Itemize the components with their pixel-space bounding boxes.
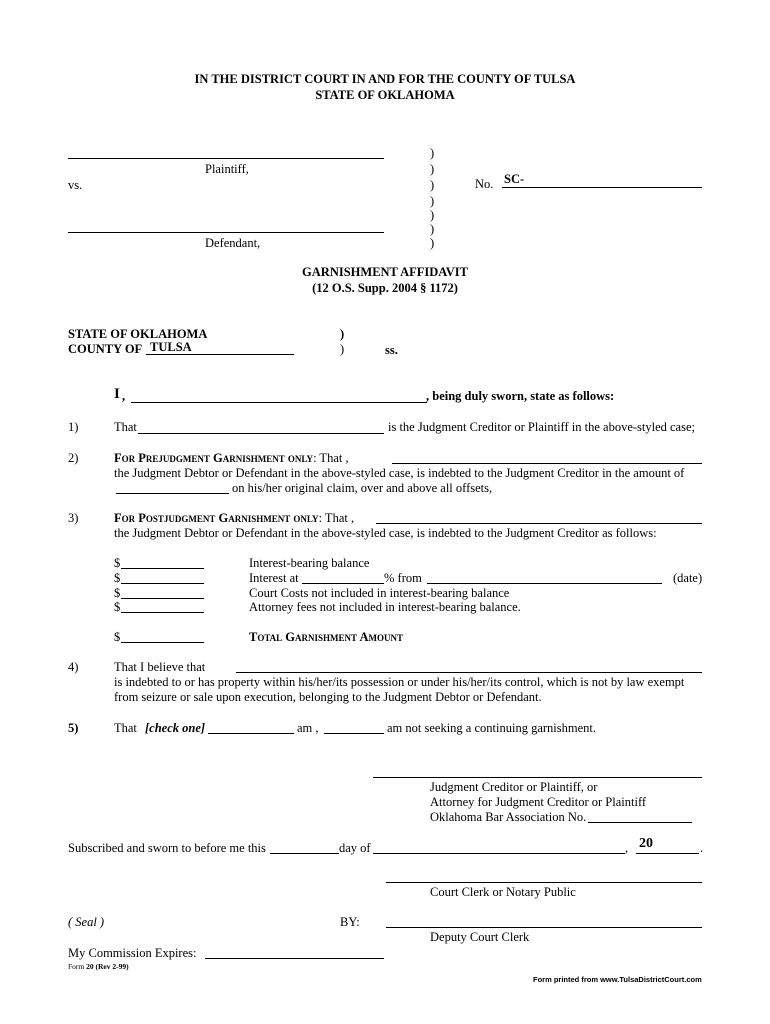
- affiant-name-field[interactable]: [131, 402, 427, 403]
- item5-that: That: [114, 721, 137, 735]
- attorney-fees-field[interactable]: [121, 612, 204, 613]
- check-one-label: [check one]: [145, 721, 206, 735]
- jurat-period: .: [700, 841, 704, 855]
- interest-date-field[interactable]: [427, 583, 662, 584]
- item-number: 1): [68, 420, 79, 434]
- postjudgment-heading: For Postjudgment Garnishment only: [114, 511, 319, 525]
- item-number: 5): [68, 721, 79, 735]
- bar-number-field[interactable]: [588, 822, 692, 823]
- interest-rate-field[interactable]: [302, 583, 384, 584]
- percent-from-label: % from: [384, 571, 422, 585]
- signature-line1: Judgment Creditor or Plaintiff, or: [430, 780, 598, 794]
- caption-paren: ): [430, 146, 435, 160]
- bar-number-label: Oklahoma Bar Association No.: [430, 810, 587, 824]
- day-of-label: day of: [339, 841, 371, 855]
- form-number: [68, 962, 129, 971]
- county-field[interactable]: [146, 354, 294, 355]
- item4-that: That I believe that: [114, 660, 206, 674]
- jurat-month-field[interactable]: [373, 853, 625, 854]
- case-no-label: No.: [475, 177, 494, 191]
- signature-line2: Attorney for Judgment Creditor or Plaintiff: [430, 795, 647, 809]
- dollar-sign: $: [114, 600, 121, 614]
- form-rev: (Rev 2-99): [95, 962, 129, 971]
- clerk-signature-field[interactable]: [386, 882, 702, 883]
- date-label: (date): [673, 571, 703, 585]
- caption-paren: ): [430, 162, 435, 176]
- jurat-comma: ,: [625, 841, 629, 855]
- interest-amount-field[interactable]: [121, 583, 204, 584]
- caption-paren: ): [430, 178, 435, 192]
- plaintiff-name-field[interactable]: [68, 158, 384, 159]
- prejudgment-amount-field[interactable]: [116, 493, 229, 494]
- item-number: 2): [68, 451, 79, 465]
- item1-that: That: [114, 420, 137, 434]
- item2-line3: on his/her original claim, over and above all offsets,: [232, 481, 493, 495]
- item2-heading-line: [114, 451, 349, 466]
- prejudgment-debtor-field[interactable]: [392, 463, 702, 464]
- am-not-checkbox-field[interactable]: [324, 733, 384, 734]
- affidavit-title: GARNISHMENT AFFIDAVIT: [302, 265, 468, 279]
- case-no-value: SC-: [504, 172, 525, 186]
- case-no-field[interactable]: [502, 187, 702, 188]
- dollar-sign: $: [114, 571, 121, 585]
- caption-paren: ): [430, 236, 435, 250]
- balance-amount-field[interactable]: [121, 568, 204, 569]
- item4-line2: is indebted to or has property within his/her/its possession or under his/her/its control, which is not by law exempt: [114, 675, 685, 689]
- garnishee-name-field[interactable]: [236, 672, 702, 673]
- year-prefix: 20: [639, 836, 653, 851]
- item1-text: is the Judgment Creditor or Plaintiff in the above-styled case;: [388, 420, 695, 434]
- deputy-signature-field[interactable]: [386, 927, 702, 928]
- venue-county-label: COUNTY OF: [68, 342, 143, 356]
- dollar-sign: $: [114, 556, 121, 570]
- ss-label: ss.: [385, 343, 398, 357]
- form-label: Form: [68, 962, 85, 971]
- item-number: 4): [68, 660, 79, 674]
- statute-citation: (12 O.S. Supp. 2004 § 1172): [312, 281, 458, 295]
- venue-paren: ): [340, 327, 345, 341]
- i-label: I: [114, 386, 120, 402]
- venue-county-value: TULSA: [150, 340, 192, 354]
- postjudgment-debtor-field[interactable]: [376, 523, 702, 524]
- subscribed-text: Subscribed and sworn to before me this: [68, 841, 266, 855]
- seal-label: ( Seal ): [68, 915, 105, 929]
- item3-heading-line: [114, 511, 354, 526]
- sworn-text: , being duly sworn, state as follows:: [426, 389, 615, 403]
- form-no: 20: [86, 962, 94, 971]
- commission-label: My Commission Expires:: [68, 946, 197, 960]
- defendant-name-field[interactable]: [68, 232, 384, 233]
- venue-paren: ): [340, 342, 345, 356]
- item2-line2: the Judgment Debtor or Defendant in the above-styled case, is indebted to the Judgment Creditor in the amount of: [114, 466, 685, 480]
- dollar-sign: $: [114, 630, 121, 644]
- attorney-fees-label: Attorney fees not included in interest-bearing balance.: [249, 600, 521, 614]
- caption-paren: ): [430, 208, 435, 222]
- interest-balance-label: Interest-bearing balance: [249, 556, 370, 570]
- item3-that: : That ,: [318, 511, 355, 525]
- court-costs-field[interactable]: [121, 598, 204, 599]
- court-costs-label: Court Costs not included in interest-bearing balance: [249, 586, 510, 600]
- jurat-day-field[interactable]: [270, 853, 339, 854]
- defendant-label: Defendant,: [205, 236, 261, 250]
- venue-state: STATE OF OKLAHOMA: [68, 327, 208, 341]
- item4-line3: from seizure or sale upon execution, belonging to the Judgment Debtor or Defendant.: [114, 690, 542, 704]
- state-heading: STATE OF OKLAHOMA: [315, 88, 455, 102]
- printed-from-text: Form printed from www.TulsaDistrictCourt.com: [533, 975, 702, 984]
- creditor-name-field[interactable]: [138, 433, 384, 434]
- oath-comma: ,: [122, 389, 126, 403]
- plaintiff-label: Plaintiff,: [205, 162, 249, 176]
- commission-expires-field[interactable]: [205, 958, 384, 959]
- vs-label: vs.: [68, 178, 83, 192]
- item-number: 3): [68, 511, 79, 525]
- total-amount-field[interactable]: [121, 642, 204, 643]
- deputy-label: Deputy Court Clerk: [430, 930, 530, 944]
- by-label: BY:: [340, 915, 360, 929]
- item2-that: : That ,: [313, 451, 349, 465]
- clerk-label: Court Clerk or Notary Public: [430, 885, 576, 899]
- am-checkbox-field[interactable]: [208, 733, 294, 734]
- am-label: am ,: [297, 721, 319, 735]
- am-not-label: am not seeking a continuing garnishment.: [387, 721, 596, 735]
- dollar-sign: $: [114, 586, 121, 600]
- item3-line2: the Judgment Debtor or Defendant in the above-styled case, is indebted to the Judgment Creditor as follows:: [114, 526, 657, 540]
- total-label: Total Garnishment Amount: [249, 630, 403, 644]
- prejudgment-heading: For Prejudgment Garnishment only: [114, 451, 314, 465]
- creditor-signature-field[interactable]: [373, 777, 702, 778]
- jurat-year-field[interactable]: [636, 853, 699, 854]
- interest-at-label: Interest at: [249, 571, 299, 585]
- court-heading: IN THE DISTRICT COURT IN AND FOR THE COUNTY OF TULSA: [194, 72, 576, 86]
- caption-paren: ): [430, 194, 435, 208]
- caption-paren: ): [430, 222, 435, 236]
